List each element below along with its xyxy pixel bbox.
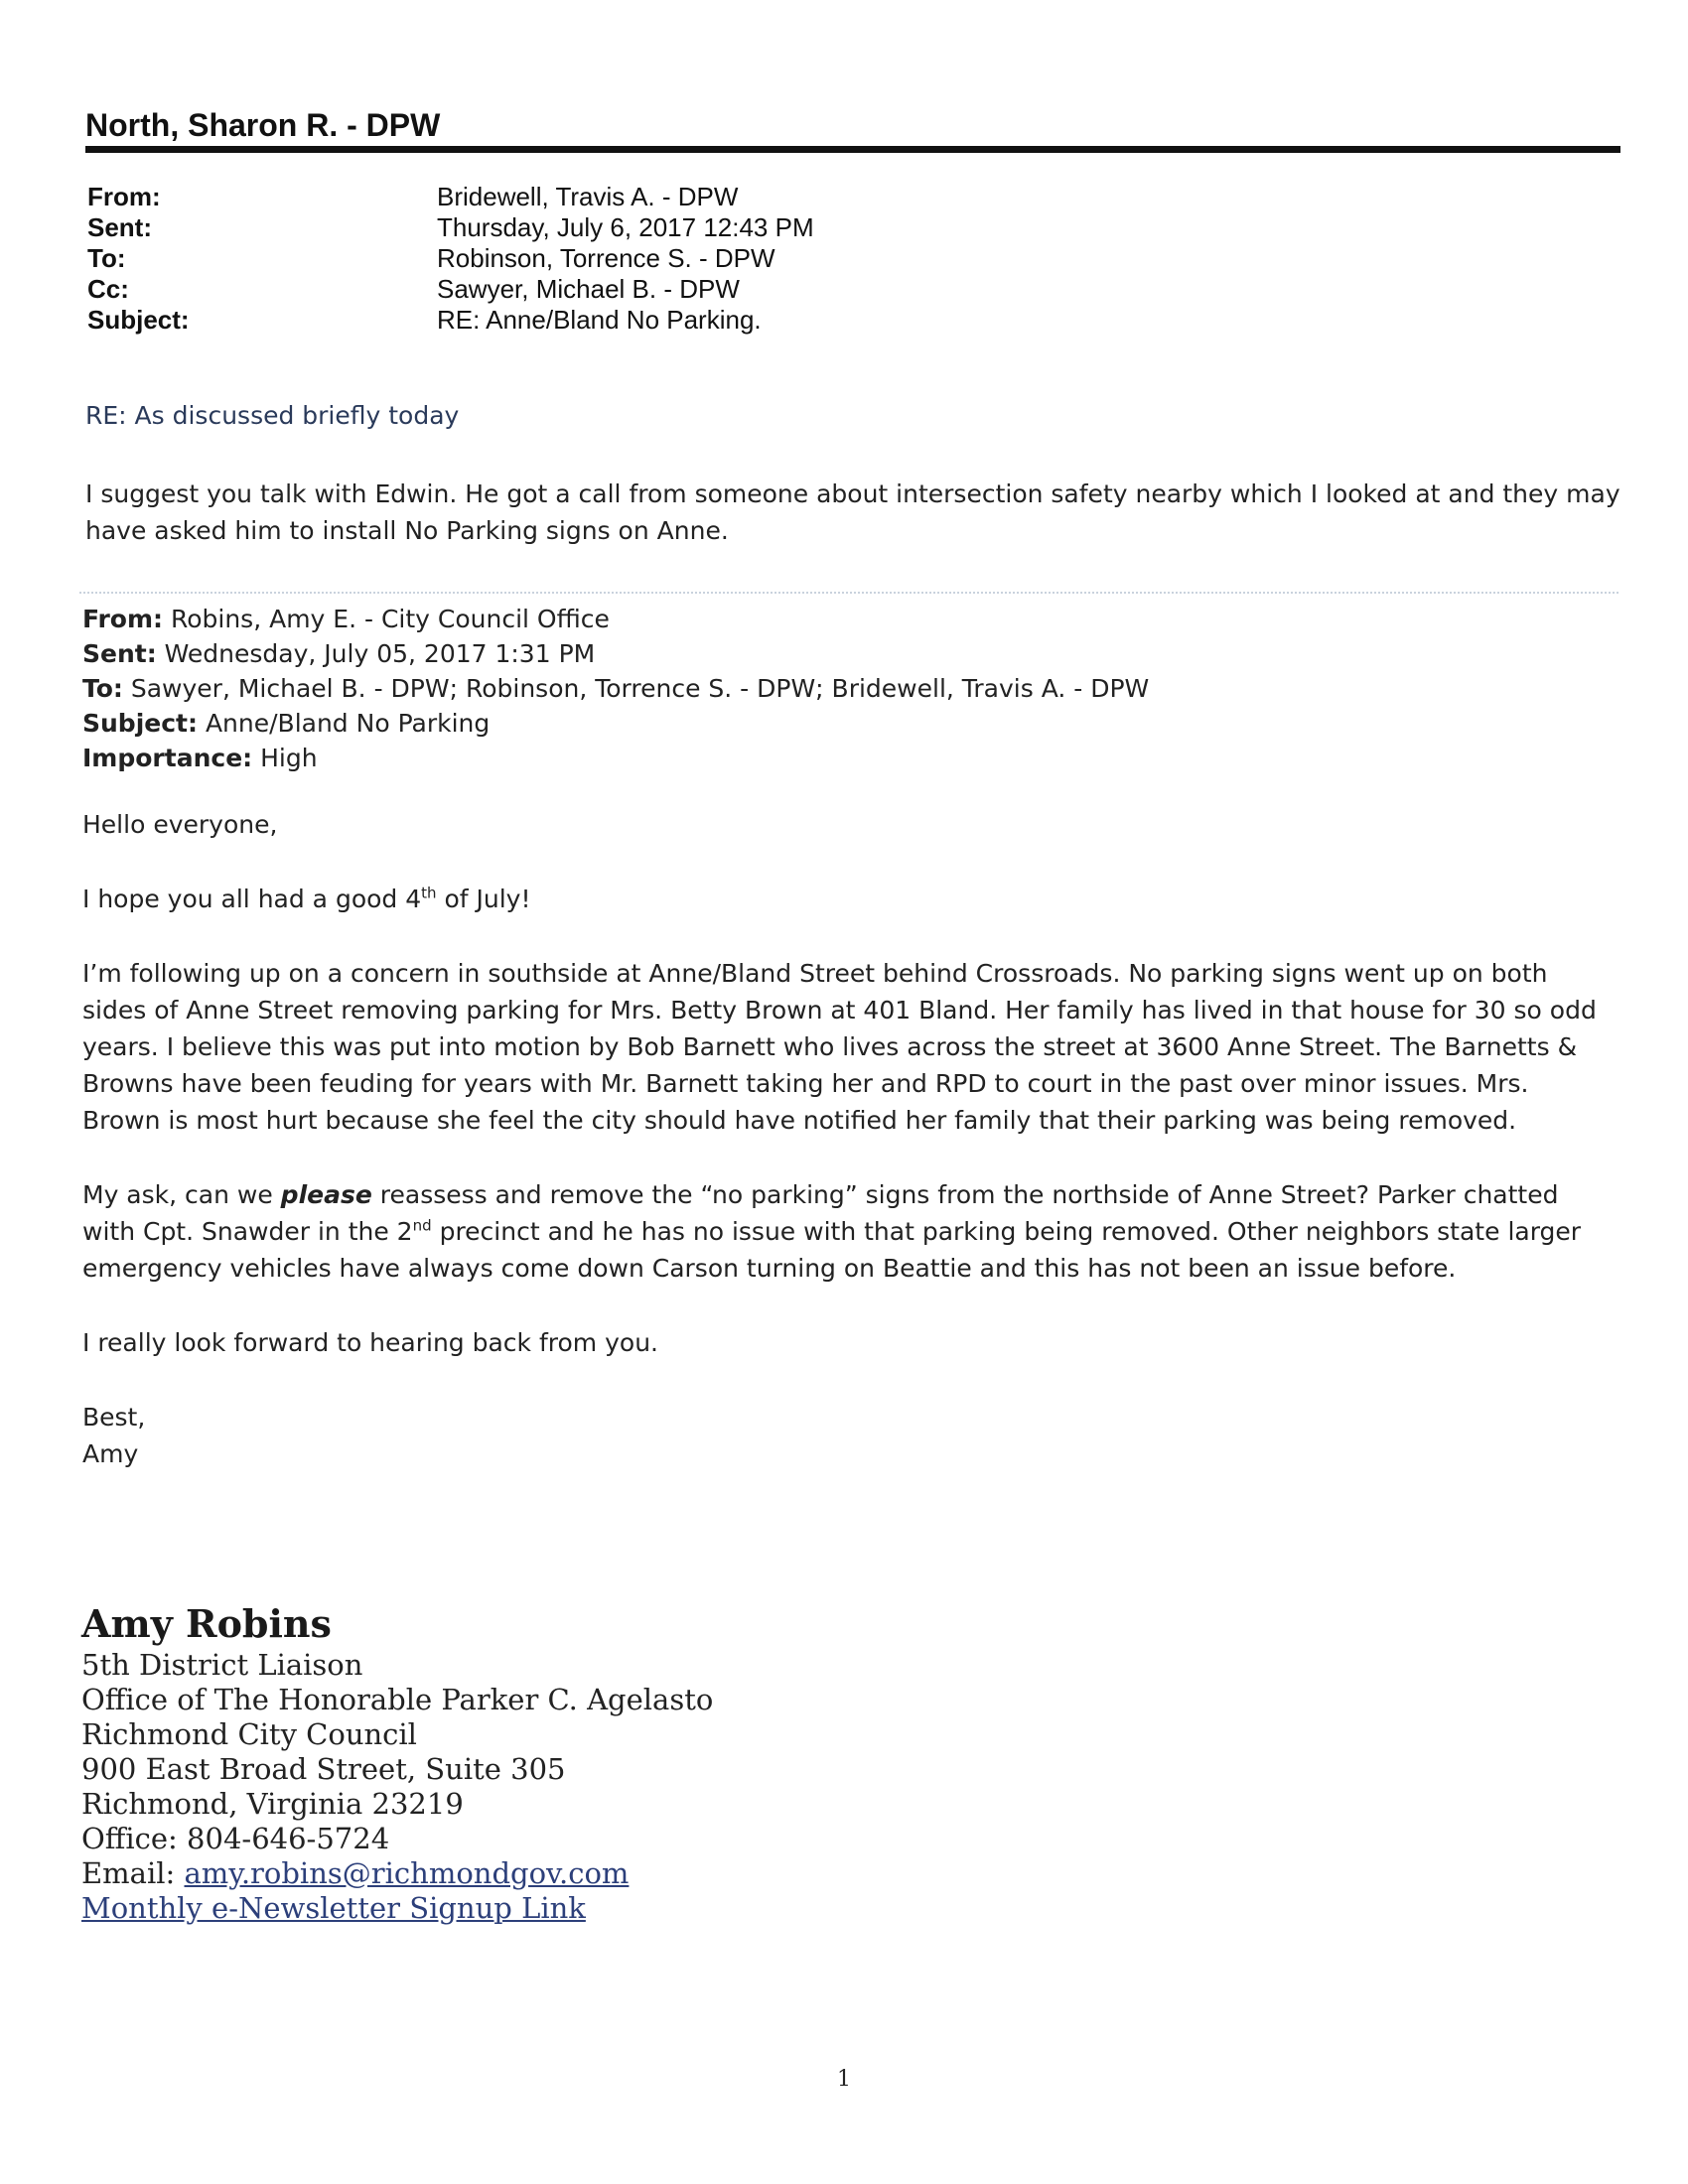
text-span: My ask, can we <box>82 1180 281 1209</box>
text-span: of July! <box>436 885 531 913</box>
reply-header-table <box>87 182 814 336</box>
header-value: Robins, Amy E. - City Council Office <box>163 605 610 633</box>
signature-city: Richmond, Virginia 23219 <box>81 1787 464 1821</box>
reply-header-from <box>87 182 814 212</box>
closing-name: Amy <box>82 1439 139 1468</box>
signature-organization: Richmond City Council <box>81 1717 417 1751</box>
text-span: reassess and remove the “no parking” signs from the northside of Anne Street? Parker chatted with Cpt. Snawder in the 2 <box>82 1180 1559 1246</box>
signature-office: Office of The Honorable Parker C. Agelasto <box>81 1683 714 1716</box>
header-value: Anne/Bland No Parking <box>198 709 491 738</box>
newsletter-signup-link[interactable]: Monthly e-Newsletter Signup Link <box>81 1891 586 1925</box>
email-link[interactable]: amy.robins@richmondgov.com <box>184 1856 630 1890</box>
header-label: To: <box>82 674 123 703</box>
text-span: precinct and he has no issue with that parking being removed. Other neighbors state larger emergency vehicles have always come down Carson turning on Beattie and this has not been an issue before. <box>82 1217 1582 1283</box>
email-signature <box>81 1600 713 1926</box>
greeting: Hello everyone, <box>82 810 278 839</box>
header-value: Wednesday, July 05, 2017 1:31 PM <box>156 639 596 668</box>
header-label: To: <box>87 243 126 273</box>
body-paragraph-2: I’m following up on a concern in southside at Anne/Bland Street behind Crossroads. No parking signs went up on both sides of Anne Street removing parking for Mrs. Betty Brown at 401 Bland. Her family has lived in that house for 30 so odd years. I believe this was put into motion by Bob Barnett who lives across the street at 3600 Anne Street. The Barnetts & Browns have been feuding for years with Mr. Barnett taking her and RPD to court in the past over minor issues. Mrs. Brown is most hurt because she feel the city should have notified her family that their parking was being removed. <box>82 959 1597 1135</box>
signature-street: 900 East Broad Street, Suite 305 <box>81 1752 566 1786</box>
header-label: Cc: <box>87 274 129 304</box>
emphasis: please <box>280 1180 372 1209</box>
body-paragraph-1 <box>82 881 1612 917</box>
header-label: Subject: <box>82 709 198 738</box>
original-header-importance <box>82 741 1631 775</box>
header-label: Subject: <box>87 305 190 335</box>
reply-body-line: RE: As discussed briefly today <box>85 401 460 430</box>
signature-name: Amy Robins <box>81 1601 332 1646</box>
reply-body <box>85 397 1634 591</box>
email-label: Email: <box>81 1856 185 1890</box>
body-paragraph-3 <box>82 1176 1612 1287</box>
page-number: 1 <box>837 2067 851 2092</box>
header-label: Sent: <box>87 212 152 242</box>
page-header <box>85 107 1620 153</box>
superscript: th <box>421 884 437 902</box>
original-header-from <box>82 602 1631 636</box>
header-value: Robinson, Torrence S. - DPW <box>437 243 775 273</box>
body-paragraph-4: I really look forward to hearing back from you. <box>82 1328 658 1357</box>
signature-title: 5th District Liaison <box>81 1648 363 1682</box>
signature-email-line <box>81 1856 713 1891</box>
header-label: Importance: <box>82 744 253 772</box>
original-header-subject <box>82 706 1631 741</box>
original-message-body <box>82 806 1612 1472</box>
header-label: From: <box>87 182 161 211</box>
message-separator <box>79 592 1618 594</box>
text-span: I hope you all had a good 4 <box>82 885 422 913</box>
header-value: Thursday, July 6, 2017 12:43 PM <box>437 212 814 242</box>
header-value: RE: Anne/Bland No Parking. <box>437 305 762 335</box>
reply-header-cc <box>87 274 814 305</box>
header-label: From: <box>82 605 164 633</box>
signature-phone: Office: 804-646-5724 <box>81 1822 390 1855</box>
page-header-title: North, Sharon R. - DPW <box>85 107 441 143</box>
original-header-sent <box>82 636 1631 671</box>
original-header-to <box>82 671 1631 706</box>
header-value: Sawyer, Michael B. - DPW; Robinson, Torrence S. - DPW; Bridewell, Travis A. - DPW <box>122 674 1150 703</box>
signature-newsletter-line <box>81 1891 713 1926</box>
reply-header-sent <box>87 212 814 243</box>
closing: Best, <box>82 1403 146 1432</box>
original-message-header <box>82 602 1631 775</box>
header-value: Bridewell, Travis A. - DPW <box>437 182 739 211</box>
reply-body-paragraph: I suggest you talk with Edwin. He got a call from someone about intersection safety nearby which I looked at and they may have asked him to install No Parking signs on Anne. <box>85 479 1620 545</box>
header-value: High <box>252 744 318 772</box>
reply-header-subject <box>87 305 814 336</box>
header-value: Sawyer, Michael B. - DPW <box>437 274 740 304</box>
reply-header-to <box>87 243 814 274</box>
superscript: nd <box>412 1216 432 1235</box>
header-label: Sent: <box>82 639 157 668</box>
